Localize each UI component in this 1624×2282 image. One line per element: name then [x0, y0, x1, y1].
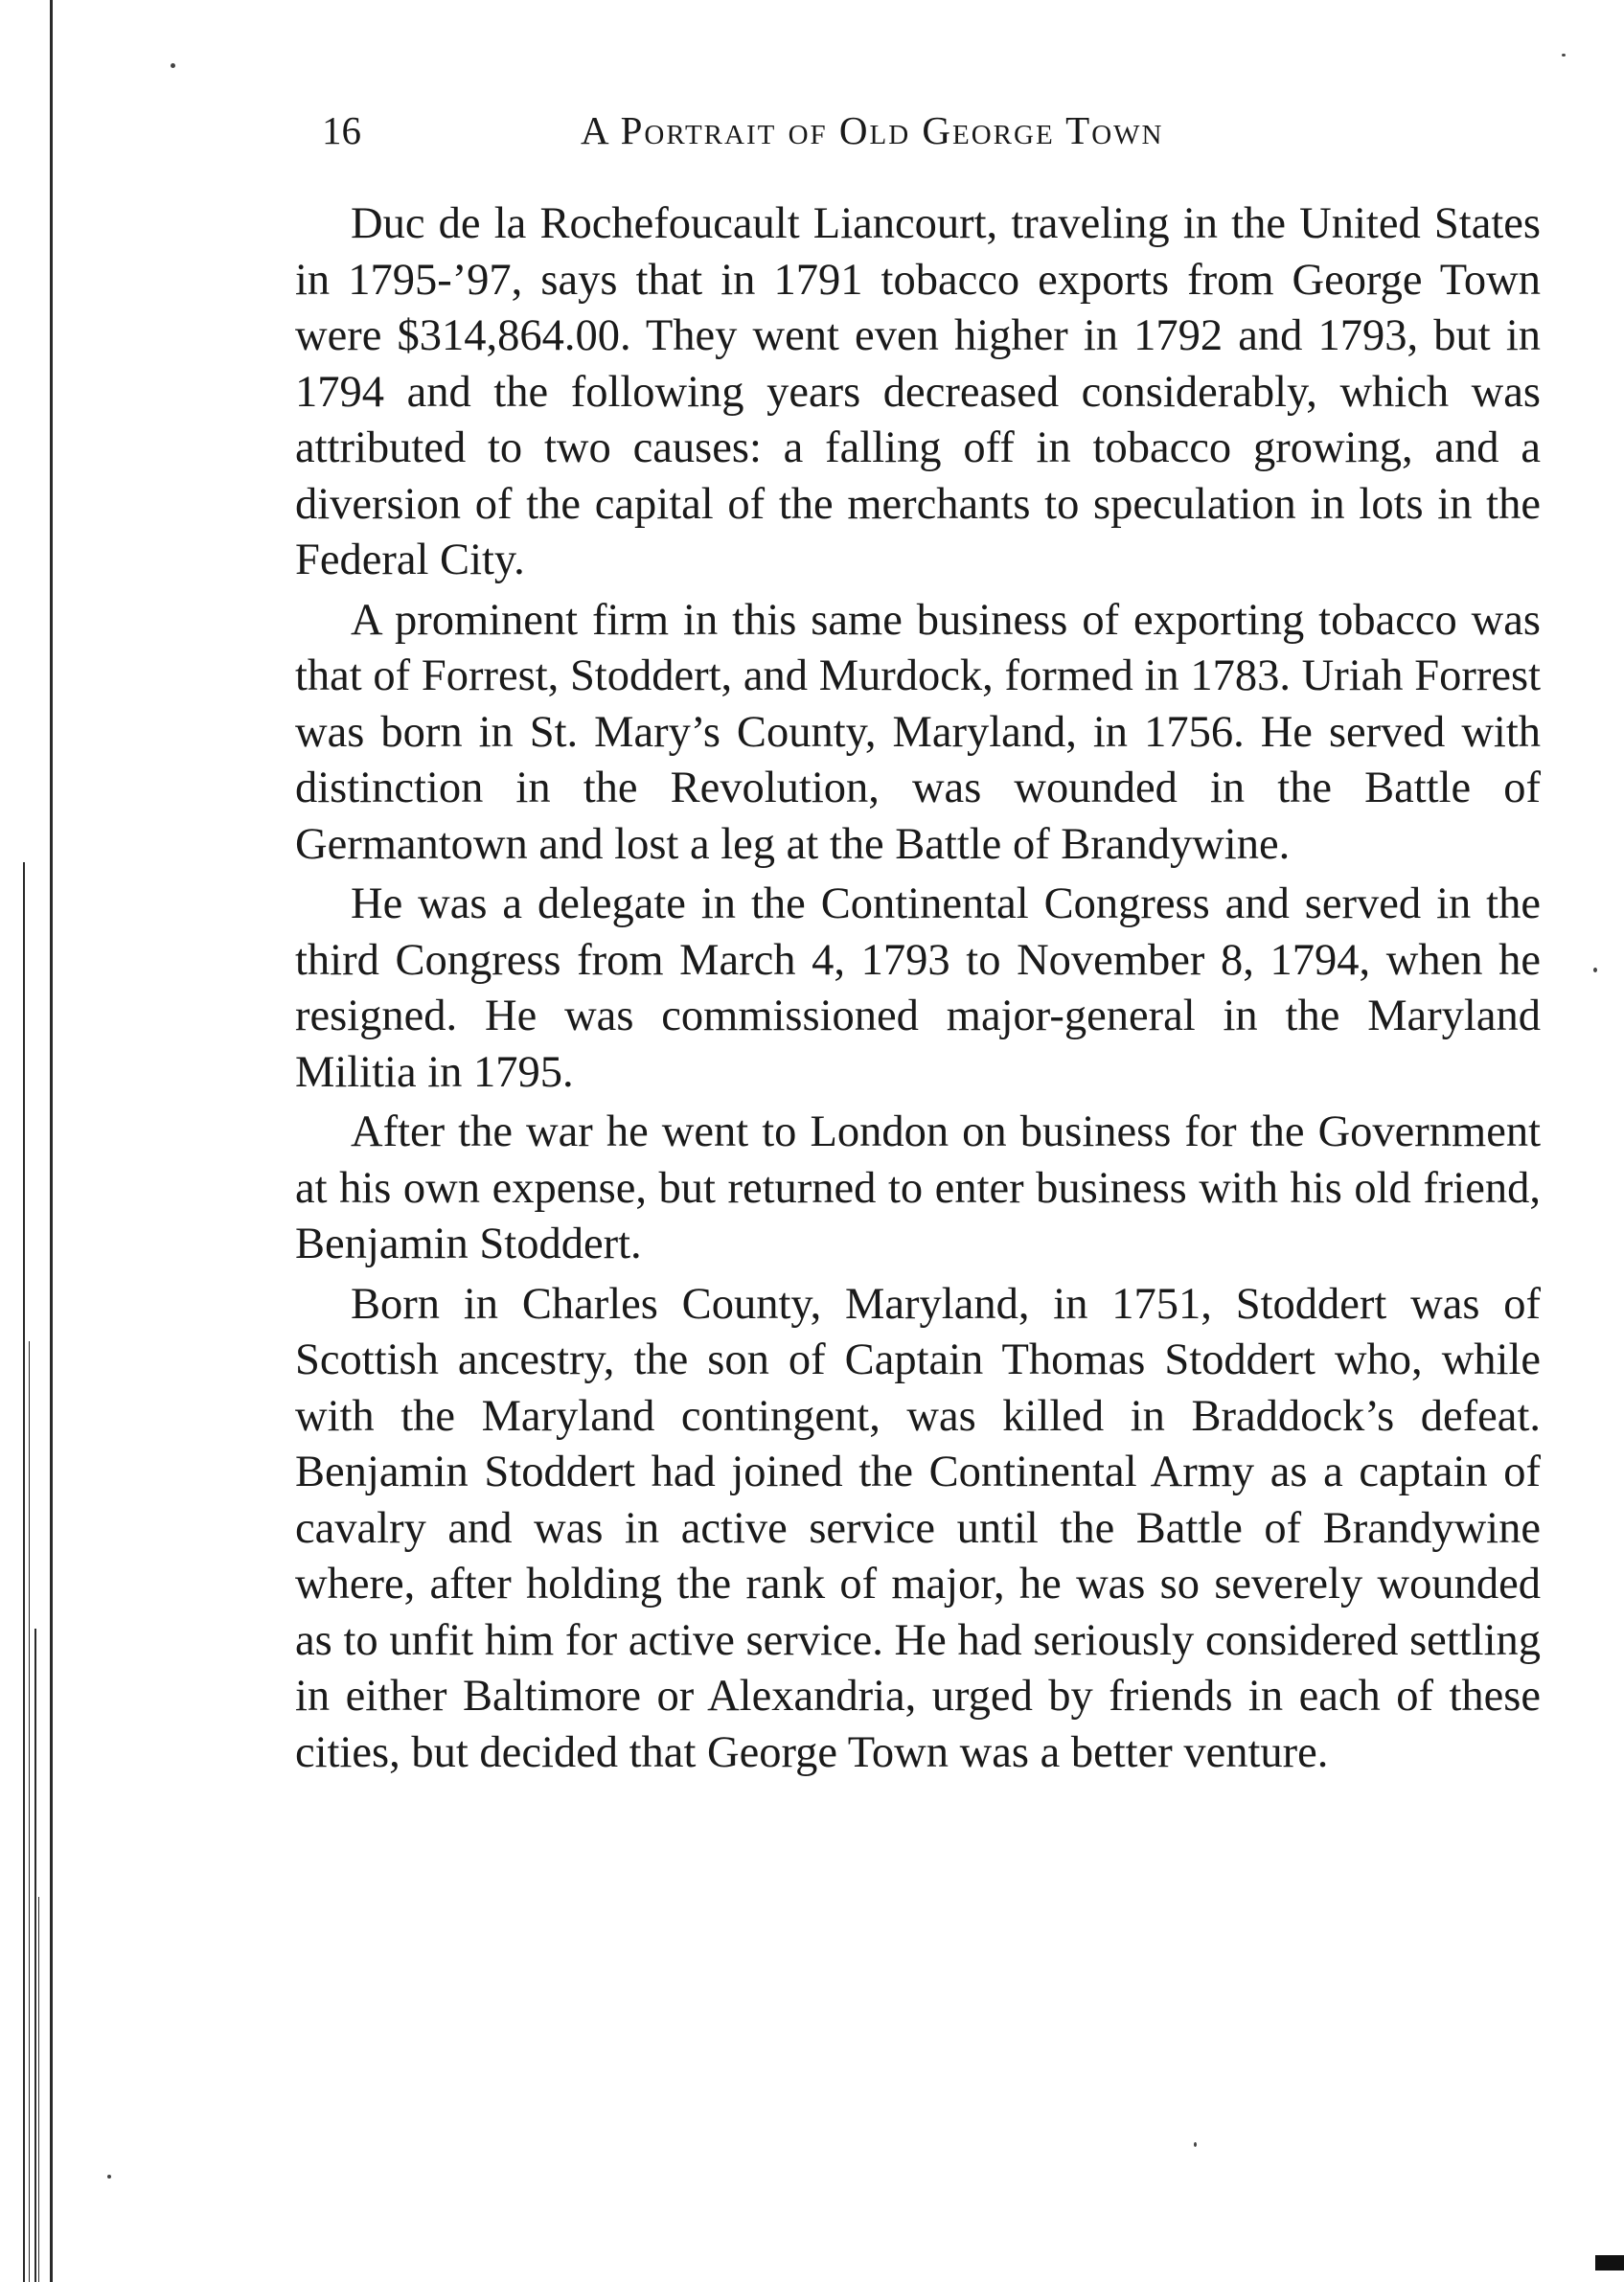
scan-speck — [171, 63, 175, 68]
scan-speck — [1593, 968, 1597, 972]
paragraph: He was a delegate in the Continental Congress and served in the third Congress from March 4, 1793 to November 8, 1794, when he resigned. He was commissioned major-general in the Maryland Militia in 1795. — [295, 879, 1541, 1097]
scan-edge-line — [29, 1341, 30, 2282]
paragraph: A prominent firm in this same business of exporting tobacco was that of Forrest, Stoddert, and Murdock, formed in 1783. Uriah Forrest was born in St. Mary’s County, Maryland, in 1756. He served with distinction in the Revolution, was wounded in the Battle of Germantown and lost a leg at the Battle of Brandywine. — [295, 595, 1541, 869]
scan-edge-line — [38, 1897, 39, 2282]
paragraph: Born in Charles County, Maryland, in 1751, Stoddert was of Scottish ancestry, the son of Captain Thomas Stoddert who, while with the Maryland contingent, was killed in Braddock’s defeat. Benjamin Stoddert had joined the Continental Army as a captain of cavalry and was in active service until the Battle of Brandywine where, after holding the rank of major, he was so severely wounded as to unfit him for active service. He had seriously considered settling in either Baltimore or Alexandria, urged by friends in each of these cities, but decided that George Town was a better venture. — [295, 1279, 1541, 1777]
paragraph: Duc de la Rochefoucault Liancourt, traveling in the United States in 1795-’97, says that in 1791 tobacco exports from George Town were $314,864.00. They went even higher in 1792 and 1793, but in 1794 and the following years decreased considerably, which was attributed to two causes: a falling off in tobacco growing, and a diversion of the capital of the merchants to speculation in lots in the Federal City. — [295, 199, 1541, 584]
scan-edge-line — [34, 1629, 36, 2282]
scan-edge-line — [23, 862, 25, 2282]
scan-speck — [107, 2175, 111, 2179]
body-text — [295, 196, 1541, 1785]
scan-edge-line — [50, 0, 53, 2282]
paragraph: After the war he went to London on business for the Government at his own expense, but returned to enter business with his old friend, Benjamin Stoddert. — [295, 1107, 1541, 1268]
scan-speck — [1562, 54, 1566, 57]
scan-speck — [1194, 2142, 1197, 2147]
scan-ink-mark — [1595, 2255, 1624, 2271]
page-number: 16 — [322, 108, 361, 152]
running-title: A Portrait of Old George Town — [581, 108, 1164, 152]
page-header — [322, 107, 1251, 165]
